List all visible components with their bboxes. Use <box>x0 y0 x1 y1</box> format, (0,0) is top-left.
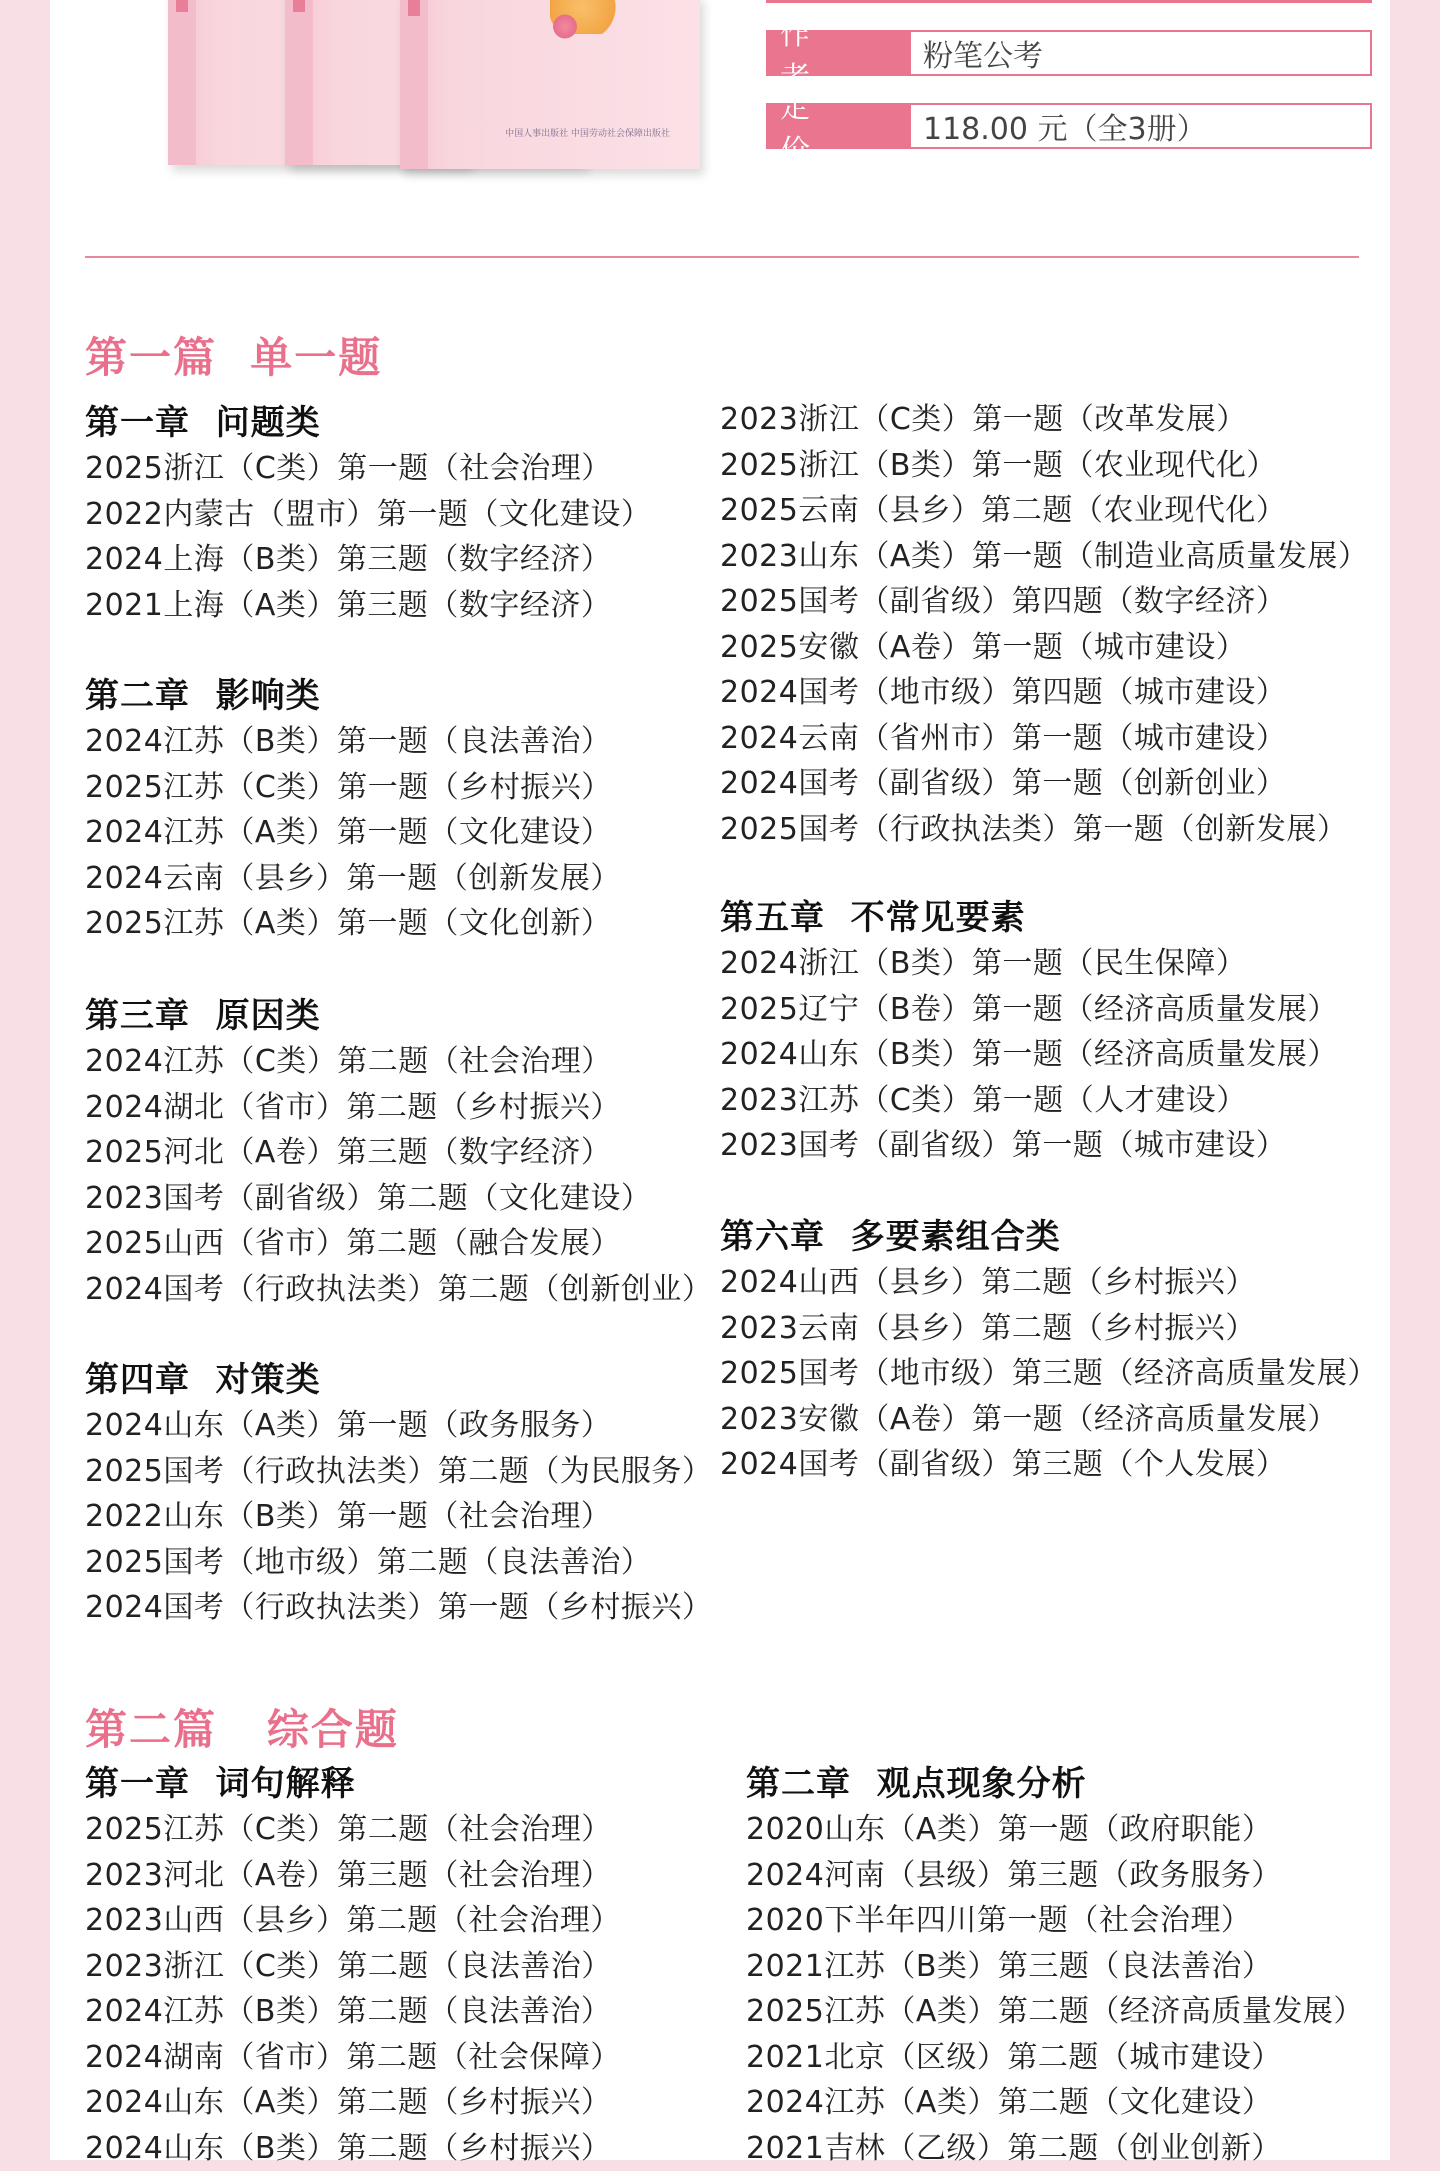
toc-entry: 2025江苏（A类）第二题（经济高质量发展） <box>746 1989 1364 2035</box>
price-label <box>768 105 911 147</box>
toc-entry: 2024江苏（A类）第一题（文化建设） <box>85 810 621 856</box>
chapter-block <box>720 895 1338 1169</box>
toc-entry: 2020下半年四川第一题（社会治理） <box>746 1898 1364 1944</box>
chapter-heading: 第二章 影响类 <box>85 673 621 719</box>
toc-entry: 2025山西（省市）第二题（融合发展） <box>85 1221 712 1267</box>
toc-entry: 2022山东（B类）第一题（社会治理） <box>85 1494 712 1540</box>
toc-entry: 2024山东（A类）第二题（乡村振兴） <box>85 2080 621 2126</box>
info-row-author <box>766 30 1372 76</box>
author-value: 粉笔公考 <box>911 32 1370 74</box>
toc-entry: 2022内蒙古（盟市）第一题（文化建设） <box>85 492 651 538</box>
toc-entry: 2024国考（行政执法类）第一题（乡村振兴） <box>85 1585 712 1631</box>
toc-entry: 2025江苏（A类）第一题（文化创新） <box>85 901 621 947</box>
chapter-block <box>85 1357 712 1631</box>
toc-entry: 2023国考（副省级）第二题（文化建设） <box>85 1176 712 1222</box>
toc-entry: 2025国考（行政执法类）第一题（创新发展） <box>720 807 1368 853</box>
chapter-heading: 第一章 词句解释 <box>85 1761 621 1807</box>
toc-entry: 2025浙江（C类）第一题（社会治理） <box>85 446 651 492</box>
chapter-block <box>746 1761 1364 2171</box>
toc-entry: 2024国考（副省级）第三题（个人发展） <box>720 1442 1378 1488</box>
toc-entry: 2024山西（县乡）第二题（乡村振兴） <box>720 1260 1378 1306</box>
toc-entry: 2024江苏（C类）第二题（社会治理） <box>85 1039 712 1085</box>
toc-entry: 2025国考（行政执法类）第二题（为民服务） <box>85 1449 712 1495</box>
book-tag <box>408 0 420 16</box>
part2-title: 第二篇 综合题 <box>85 1697 399 1757</box>
toc-entry: 2023山西（县乡）第二题（社会治理） <box>85 1898 621 1944</box>
toc-entry: 2024山东（B类）第一题（经济高质量发展） <box>720 1032 1338 1078</box>
toc-entry: 2024湖南（省市）第二题（社会保障） <box>85 2035 621 2081</box>
toc-entry: 2024山东（A类）第一题（政务服务） <box>85 1403 712 1449</box>
chapter-heading: 第五章 不常见要素 <box>720 895 1338 941</box>
toc-entry: 2024云南（省州市）第一题（城市建设） <box>720 716 1368 762</box>
toc-entry: 2025国考（副省级）第四题（数字经济） <box>720 579 1368 625</box>
toc-entry: 2023江苏（C类）第一题（人才建设） <box>720 1078 1338 1124</box>
publisher-logo: 中国人事出版社 中国劳动社会保障出版社 <box>505 126 670 139</box>
toc-entry: 2024河南（县级）第三题（政务服务） <box>746 1853 1364 1899</box>
toc-entry: 2024山东（B类）第二题（乡村振兴） <box>85 2126 621 2171</box>
section-divider <box>85 256 1359 258</box>
book-covers-image <box>110 0 710 180</box>
toc-entry: 2025安徽（A卷）第一题（城市建设） <box>720 625 1368 671</box>
toc-entry: 2024江苏（A类）第二题（文化建设） <box>746 2080 1364 2126</box>
toc-entry: 2024云南（县乡）第一题（创新发展） <box>85 856 621 902</box>
price-label-text: 定价 <box>780 82 893 170</box>
page <box>50 0 1390 2160</box>
toc-entry: 2023安徽（A卷）第一题（经济高质量发展） <box>720 1397 1378 1443</box>
chapter-block <box>720 397 1368 852</box>
toc-entry: 2024湖北（省市）第二题（乡村振兴） <box>85 1085 712 1131</box>
toc-entry: 2021上海（A类）第三题（数字经济） <box>85 583 651 629</box>
toc-entry: 2023浙江（C类）第二题（良法善治） <box>85 1944 621 1990</box>
chapter-heading: 第三章 原因类 <box>85 993 712 1039</box>
toc-entry: 2025辽宁（B卷）第一题（经济高质量发展） <box>720 987 1338 1033</box>
toc-entry: 2021吉林（乙级）第二题（创业创新） <box>746 2126 1364 2171</box>
toc-entry: 2025云南（县乡）第二题（农业现代化） <box>720 488 1368 534</box>
chapter-block <box>85 1761 621 2171</box>
toc-entry: 2025国考（地市级）第三题（经济高质量发展） <box>720 1351 1378 1397</box>
toc-entry: 2023国考（副省级）第一题（城市建设） <box>720 1123 1338 1169</box>
price-value: 118.00 元（全3册） <box>911 105 1370 147</box>
toc-entry: 2024国考（副省级）第一题（创新创业） <box>720 761 1368 807</box>
toc-entry: 2025浙江（B类）第一题（农业现代化） <box>720 443 1368 489</box>
author-label <box>768 32 911 74</box>
toc-entry: 2024国考（地市级）第四题（城市建设） <box>720 670 1368 716</box>
toc-entry: 2023云南（县乡）第二题（乡村振兴） <box>720 1306 1378 1352</box>
toc-entry: 2025江苏（C类）第二题（社会治理） <box>85 1807 621 1853</box>
toc-entry: 2024江苏（B类）第二题（良法善治） <box>85 1989 621 2035</box>
toc-entry: 2025江苏（C类）第一题（乡村振兴） <box>85 765 621 811</box>
part1-title: 第一篇 单一题 <box>85 325 382 385</box>
toc-entry: 2021江苏（B类）第三题（良法善治） <box>746 1944 1364 1990</box>
toc-entry: 2023河北（A卷）第三题（社会治理） <box>85 1853 621 1899</box>
chapter-block <box>85 400 651 628</box>
book-cover <box>400 0 700 169</box>
toc-entry: 2024浙江（B类）第一题（民生保障） <box>720 941 1338 987</box>
info-top-border <box>766 0 1372 3</box>
author-label-text: 作者 <box>780 9 893 97</box>
toc-entry: 2024江苏（B类）第一题（良法善治） <box>85 719 621 765</box>
toc-entry: 2024上海（B类）第三题（数字经济） <box>85 537 651 583</box>
book-tag <box>293 0 305 12</box>
book-tag <box>176 0 188 12</box>
chapter-block <box>85 993 712 1312</box>
chapter-heading: 第六章 多要素组合类 <box>720 1214 1378 1260</box>
toc-entry: 2024国考（行政执法类）第二题（创新创业） <box>85 1267 712 1313</box>
toc-entry: 2023浙江（C类）第一题（改革发展） <box>720 397 1368 443</box>
toc-entry: 2025河北（A卷）第三题（数字经济） <box>85 1130 712 1176</box>
info-row-price <box>766 103 1372 149</box>
chapter-block <box>85 673 621 947</box>
toc-entry: 2021北京（区级）第二题（城市建设） <box>746 2035 1364 2081</box>
heart-illustration-icon <box>550 14 580 39</box>
toc-entry: 2025国考（地市级）第二题（良法善治） <box>85 1540 712 1586</box>
toc-entry: 2023山东（A类）第一题（制造业高质量发展） <box>720 534 1368 580</box>
chapter-heading: 第二章 观点现象分析 <box>746 1761 1364 1807</box>
chapter-block <box>720 1214 1378 1488</box>
toc-entry: 2020山东（A类）第一题（政府职能） <box>746 1807 1364 1853</box>
chapter-heading: 第一章 问题类 <box>85 400 651 446</box>
chapter-heading: 第四章 对策类 <box>85 1357 712 1403</box>
